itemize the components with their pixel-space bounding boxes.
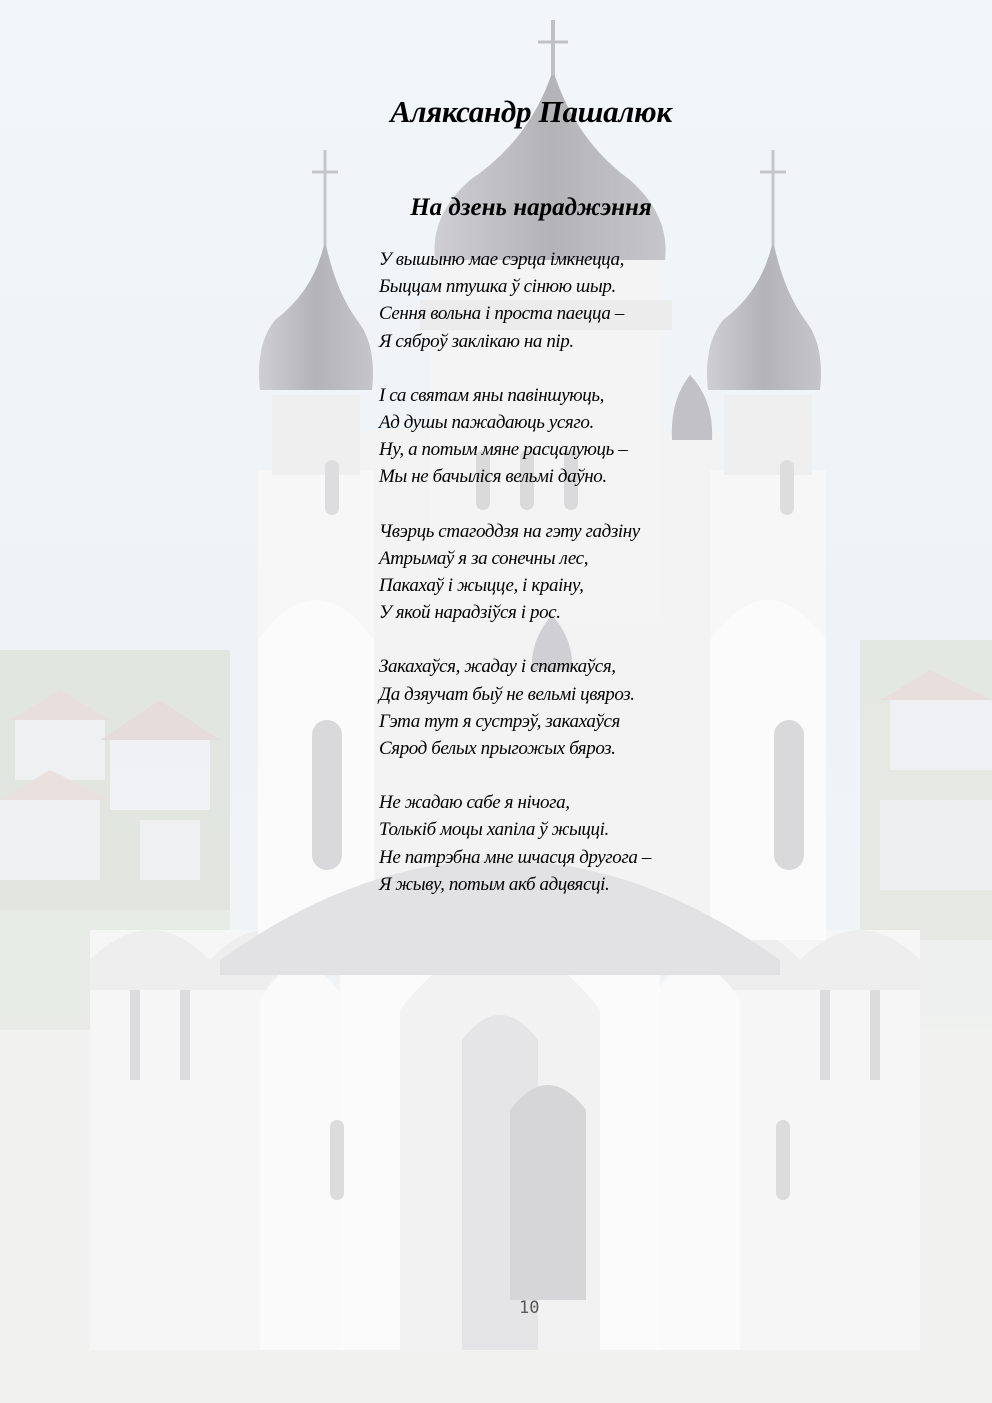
- stanza: [379, 518, 651, 627]
- poem-title: На дзень нараджэння: [410, 194, 652, 221]
- stanza: [379, 789, 651, 898]
- poem-line: Сення вольна і проста паецца –: [379, 303, 624, 325]
- poem-line: Быццам птушка ў сінюю шыр.: [379, 276, 616, 298]
- poem-line: У вышыню мае сэрца імкнецца,: [379, 249, 624, 270]
- poem-line: У якой нарадзіўся і рос.: [379, 602, 561, 624]
- stanza: [379, 382, 651, 491]
- poem-line: Не жадаю сабе я нічога,: [379, 792, 570, 814]
- poem-line: Не патрэбна мне шчасця другога –: [379, 846, 651, 868]
- poem-line: Я жыву, потым акб адцвясці.: [379, 873, 610, 895]
- poem-line: Закахаўся, жадау і спаткаўся,: [379, 656, 616, 678]
- poem-text: [379, 246, 651, 925]
- poem-line: Гэта тут я сустрэў, закахаўся: [379, 710, 620, 732]
- poem-line: Чвэрць стагоддзя на гэту гадзіну: [379, 520, 640, 542]
- author-name: Аляксандр Пашалюк: [390, 94, 672, 129]
- poem-line: Ну, а потым мяне расцалуюць –: [379, 439, 628, 461]
- poem-line: Мы не бачыліся вельмі даўно.: [379, 466, 607, 488]
- poem-line: Я сяброў заклікаю на пір.: [379, 330, 574, 352]
- poem-line: Пакахаў і жыцце, і краіну,: [379, 575, 584, 597]
- poem-line: Да дзяучат быў не вельмі цвяроз.: [379, 683, 635, 705]
- stanza: [379, 653, 651, 762]
- poem-line: Ад душы пажадаюць усяго.: [379, 412, 594, 434]
- poem-line: Сярод белых прыгожых бяроз.: [379, 738, 616, 760]
- poem-line: І са святам яны павіншуюць,: [379, 384, 604, 406]
- stanza: [379, 246, 651, 355]
- page-number: 10: [519, 1298, 540, 1318]
- poem-line: Толькіб моцы хапіла ў жыцці.: [379, 819, 609, 841]
- poem-line: Атрымаў я за сонечны лес,: [379, 547, 589, 569]
